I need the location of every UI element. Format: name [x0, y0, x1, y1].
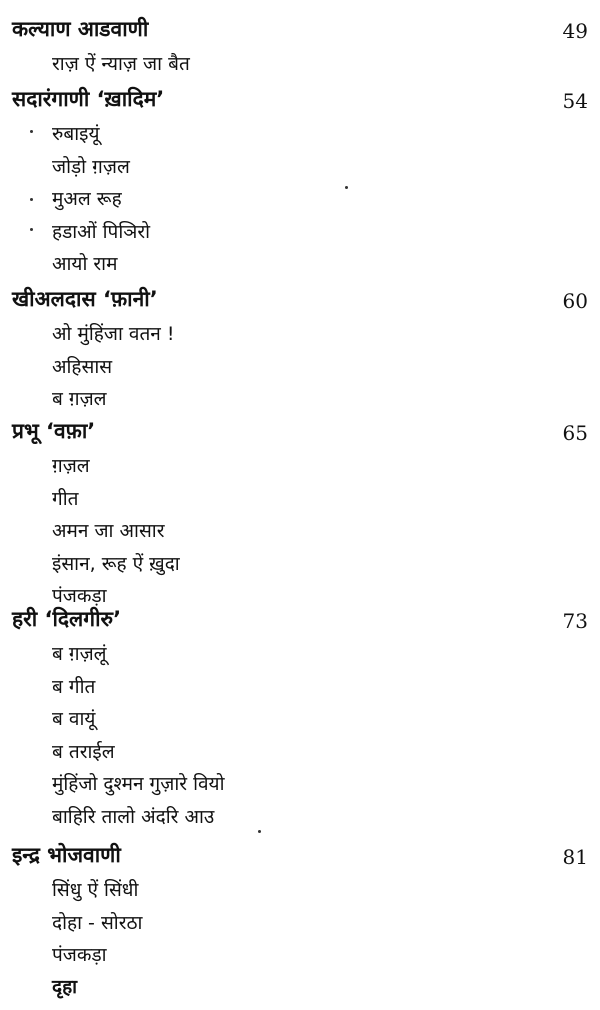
- page-number: 73: [562, 609, 588, 633]
- work-title: ग़ज़ल: [52, 455, 90, 477]
- work-title: मुअल रूह: [52, 188, 122, 210]
- work-title: हडाओं पिञिरो: [52, 220, 151, 243]
- author-name: प्रभू ‘वफ़ा’: [12, 419, 96, 443]
- author-name: हरी ‘दिलगीरु’: [12, 607, 122, 631]
- work-title: गीत: [52, 487, 79, 510]
- work-title: ब ग़ज़लूं: [52, 643, 107, 665]
- work-title: ब तराईल: [52, 740, 115, 763]
- work-title: ओ मुंहिंजा वतन !: [52, 323, 175, 345]
- work-title: अमन जा आसार: [52, 520, 165, 542]
- work-title: दोहा - सोरठा: [52, 911, 143, 934]
- work-title: अहिसास: [52, 355, 113, 378]
- print-speck: [345, 186, 348, 189]
- work-title: बाहिरि तालो अंदरि आउ: [52, 805, 215, 828]
- work-title: ब ग़ज़ल: [52, 388, 107, 410]
- work-title: ब गीत: [52, 675, 96, 698]
- work-title: रुबाइयूं: [52, 123, 100, 145]
- print-speck: [30, 228, 33, 231]
- print-speck: [30, 130, 33, 133]
- page-number: 65: [562, 421, 588, 445]
- work-title: इंसान, रूह ऐं ख़ुदा: [52, 552, 180, 575]
- work-title: आयो राम: [52, 253, 118, 275]
- author-name: कल्याण आडवाणी: [12, 17, 149, 41]
- print-speck: [258, 830, 261, 833]
- work-title: पंजकड़ा: [52, 944, 107, 966]
- author-name: खीअलदास ‘फ़ानी’: [12, 287, 158, 311]
- page-number: 60: [562, 289, 588, 313]
- cut-off-text: दृहा: [52, 976, 78, 998]
- page-number: 49: [562, 19, 588, 43]
- print-speck: [30, 198, 33, 201]
- page-number: 54: [562, 89, 588, 113]
- work-title: राज़ ऐं न्याज़ जा बैत: [52, 53, 190, 75]
- work-title: पंजकड़ा: [52, 585, 107, 607]
- author-name: इन्द्र भोजवाणी: [12, 843, 121, 867]
- cut-off-line: [52, 976, 92, 1010]
- work-title: मुंहिंजो दुश्मन गुज़ारे वियो: [52, 773, 225, 795]
- author-name: सदारंगाणी ‘ख़ादिम’: [12, 87, 165, 111]
- work-title: सिंधु ऐं सिंधी: [52, 879, 139, 901]
- work-title: ब वायूं: [52, 708, 96, 730]
- work-title: जोड़ो ग़ज़ल: [52, 155, 130, 178]
- page-number: 81: [562, 845, 588, 869]
